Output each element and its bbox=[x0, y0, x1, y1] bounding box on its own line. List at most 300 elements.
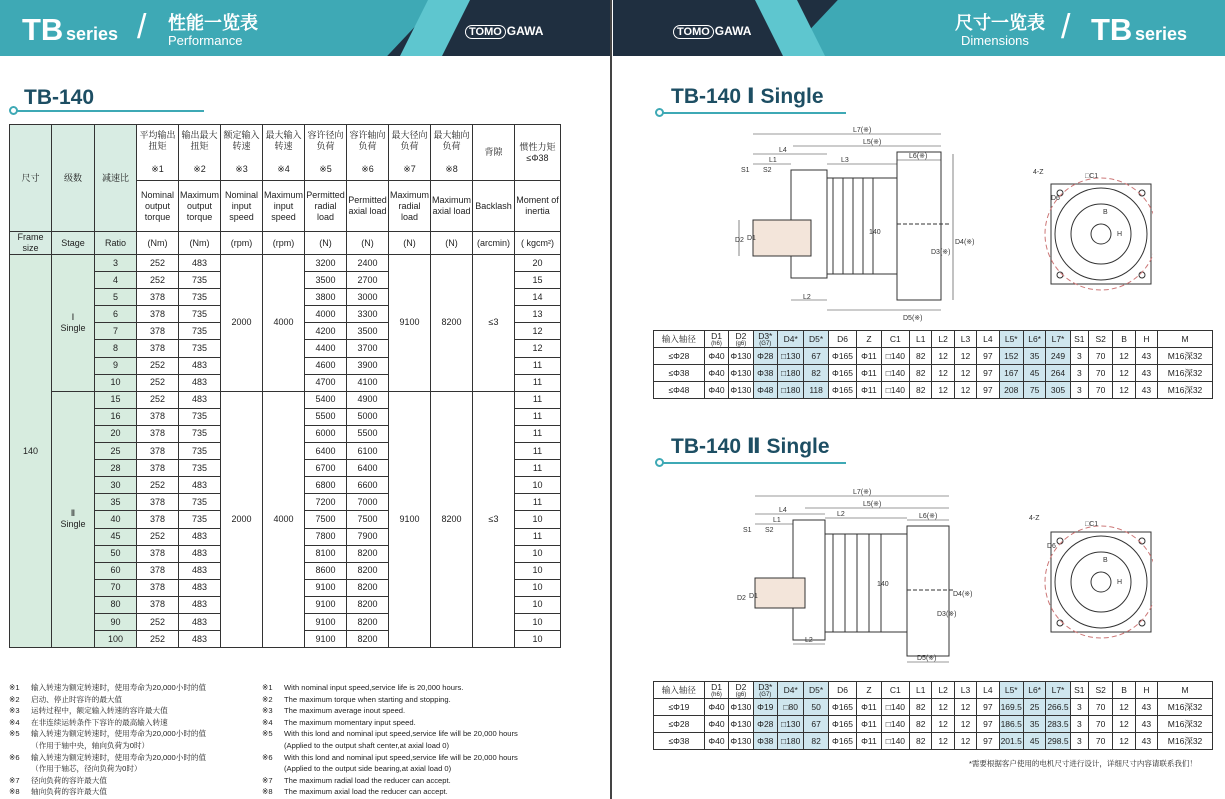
dim-cell: 12 bbox=[932, 716, 954, 733]
ratio-cell: 28 bbox=[95, 460, 137, 477]
inertia-cell: 11 bbox=[515, 494, 561, 511]
label-D3: D3(※) bbox=[931, 249, 951, 256]
dim-cell: □180 bbox=[777, 733, 803, 750]
unit: (N) bbox=[347, 232, 389, 255]
dim-cell: 298.5 bbox=[1046, 733, 1070, 750]
hdr-cn: 额定输入转速 ※3 bbox=[221, 125, 263, 181]
nominal-torque-cell: 378 bbox=[137, 494, 179, 511]
label-D3: D3(※) bbox=[937, 611, 957, 618]
ratio-cell: 10 bbox=[95, 374, 137, 391]
dim-cell: Φ19 bbox=[753, 699, 777, 716]
ratio-cell: 4 bbox=[95, 272, 137, 289]
radial-load-cell: 3800 bbox=[305, 289, 347, 306]
unit: (rpm) bbox=[221, 232, 263, 255]
section-title-2: TB-140 Ⅱ Single bbox=[671, 435, 830, 458]
max-torque-cell: 483 bbox=[179, 613, 221, 630]
dimensions-page bbox=[613, 0, 1225, 799]
ratio-cell: 90 bbox=[95, 613, 137, 630]
dim-cell: Φ130 bbox=[729, 733, 753, 750]
title-dot bbox=[9, 106, 18, 115]
dim-cell: 208 bbox=[999, 382, 1023, 399]
unit: (N) bbox=[389, 232, 431, 255]
dim-cell: 70 bbox=[1088, 699, 1112, 716]
left-banner bbox=[0, 0, 612, 56]
dim-cell: 70 bbox=[1088, 382, 1112, 399]
dim-header-cell: L3 bbox=[954, 331, 976, 348]
note-line bbox=[9, 775, 206, 787]
footnote: *需要根据客户使用的电机尺寸进行设计，详细尺寸内容请联系我们！ bbox=[969, 759, 1197, 768]
max-torque-cell: 735 bbox=[179, 306, 221, 323]
dim-row bbox=[654, 365, 1213, 382]
section-title-1: TB-140 Ⅰ Single bbox=[671, 85, 824, 108]
label-140: 140 bbox=[869, 229, 881, 236]
note-text: （作用于轴中央，轴向负荷为0时） bbox=[31, 740, 150, 750]
dim-cell: 305 bbox=[1046, 382, 1070, 399]
dim-header-cell: D6 bbox=[828, 331, 856, 348]
label-H: H bbox=[1117, 579, 1123, 586]
dim-cell: ≤Φ38 bbox=[654, 365, 705, 382]
dim-header-cell: M bbox=[1158, 331, 1213, 348]
note-line bbox=[262, 775, 518, 787]
dim-cell: 264 bbox=[1046, 365, 1070, 382]
max-torque-cell: 735 bbox=[179, 272, 221, 289]
ratio-cell: 9 bbox=[95, 357, 137, 374]
unit: ( kgcm²) bbox=[515, 232, 561, 255]
backlash-cell: ≤3 bbox=[473, 255, 515, 392]
axial-load-cell: 7000 bbox=[347, 494, 389, 511]
note-mark: ※5 bbox=[262, 729, 273, 739]
hdr-stage-cn: 级数 bbox=[52, 125, 95, 232]
hdr-en: Nominal input speed bbox=[221, 181, 263, 232]
radial-load-cell: 9100 bbox=[305, 631, 347, 648]
dim-cell: M16深32 bbox=[1158, 699, 1213, 716]
dim-cell: 82 bbox=[804, 733, 828, 750]
unit: (N) bbox=[305, 232, 347, 255]
radial-load-cell: 6800 bbox=[305, 477, 347, 494]
dim-cell: 266.5 bbox=[1046, 699, 1070, 716]
label-L2: L2 bbox=[805, 637, 813, 644]
radial-load-cell: 5400 bbox=[305, 391, 347, 408]
label-L4: L4 bbox=[779, 147, 787, 154]
radial-load-cell: 7500 bbox=[305, 511, 347, 528]
max-axial-cell: 8200 bbox=[431, 391, 473, 647]
max-torque-cell: 735 bbox=[179, 323, 221, 340]
label-B: B bbox=[1103, 557, 1108, 564]
note-text: With this lond and nominal iput speed,service life will be 20,000 hours bbox=[284, 729, 518, 739]
hdr-en: Permitted radial load bbox=[305, 181, 347, 232]
frame-size-cell: 140 bbox=[10, 255, 52, 648]
inertia-cell: 10 bbox=[515, 562, 561, 579]
dim-cell: □140 bbox=[881, 348, 909, 365]
ratio-cell: 40 bbox=[95, 511, 137, 528]
axial-load-cell: 5000 bbox=[347, 408, 389, 425]
note-line bbox=[9, 717, 206, 729]
dim-cell: 3 bbox=[1070, 699, 1088, 716]
radial-load-cell: 7800 bbox=[305, 528, 347, 545]
hdr-cn: 容许径向负荷 ※5 bbox=[305, 125, 347, 181]
ratio-cell: 6 bbox=[95, 306, 137, 323]
banner-cn-title: 性能一览表 bbox=[168, 13, 258, 33]
max-torque-cell: 483 bbox=[179, 255, 221, 272]
nominal-torque-cell: 252 bbox=[137, 477, 179, 494]
note-mark: ※8 bbox=[9, 787, 20, 797]
radial-load-cell: 9100 bbox=[305, 579, 347, 596]
dim-header-cell: B bbox=[1113, 331, 1135, 348]
nominal-torque-cell: 252 bbox=[137, 613, 179, 630]
dim-header-cell: L4 bbox=[977, 682, 999, 699]
note-text: 输入转速为额定转速时，使用寿命为20,000小时的值 bbox=[31, 752, 207, 762]
dim-header-cell: L6* bbox=[1023, 331, 1045, 348]
page-gutter bbox=[610, 0, 612, 799]
dim-row bbox=[654, 716, 1213, 733]
dim-header-cell: S1 bbox=[1070, 331, 1088, 348]
dim-header-cell: D1 (h6) bbox=[704, 682, 728, 699]
axial-load-cell: 7900 bbox=[347, 528, 389, 545]
dim-cell: ≤Φ38 bbox=[654, 733, 705, 750]
note-text: The maximum momentary input speed. bbox=[284, 717, 416, 727]
dim-cell: 118 bbox=[804, 382, 828, 399]
radial-load-cell: 5500 bbox=[305, 408, 347, 425]
inertia-cell: 11 bbox=[515, 460, 561, 477]
label-D4: D4(※) bbox=[953, 591, 973, 598]
drawing-stage1 bbox=[733, 124, 1153, 324]
dim-cell: 12 bbox=[932, 348, 954, 365]
ratio-cell: 30 bbox=[95, 477, 137, 494]
label-L7: L7(※) bbox=[853, 127, 872, 134]
label-C1: □C1 bbox=[1085, 521, 1099, 528]
dim-cell: Φ165 bbox=[828, 733, 856, 750]
dim-cell: 25 bbox=[1023, 699, 1045, 716]
max-torque-cell: 483 bbox=[179, 562, 221, 579]
radial-load-cell: 4000 bbox=[305, 306, 347, 323]
dim-row bbox=[654, 733, 1213, 750]
inertia-cell: 12 bbox=[515, 323, 561, 340]
inertia-cell: 12 bbox=[515, 340, 561, 357]
dim-cell: 3 bbox=[1070, 348, 1088, 365]
dim-header-cell: D6 bbox=[828, 682, 856, 699]
dim-cell: 82 bbox=[910, 733, 932, 750]
note-text: （作用于轴芯，径向负荷为0时） bbox=[31, 764, 142, 774]
max-speed-cell: 4000 bbox=[263, 255, 305, 392]
max-torque-cell: 483 bbox=[179, 579, 221, 596]
dim-cell: □140 bbox=[881, 733, 909, 750]
dim-cell: 3 bbox=[1070, 733, 1088, 750]
max-torque-cell: 735 bbox=[179, 511, 221, 528]
dim-header-cell: D2 (g6) bbox=[729, 682, 753, 699]
label-D1: D1 bbox=[749, 593, 758, 600]
dim-cell: 97 bbox=[977, 716, 999, 733]
note-mark: ※3 bbox=[9, 706, 20, 716]
radial-load-cell: 3500 bbox=[305, 272, 347, 289]
note-text: 输入转速为额定转速时，使用寿命为20,000小时的值 bbox=[31, 729, 207, 739]
note-line bbox=[262, 728, 518, 740]
max-torque-cell: 483 bbox=[179, 391, 221, 408]
dim-cell: Φ40 bbox=[704, 348, 728, 365]
dim-cell: □140 bbox=[881, 365, 909, 382]
radial-load-cell: 9100 bbox=[305, 596, 347, 613]
note-text: (Applied to the output side bearing,at axial load 0) bbox=[284, 764, 452, 774]
note-mark: ※5 bbox=[9, 729, 20, 739]
max-torque-cell: 483 bbox=[179, 545, 221, 562]
dim-cell: Φ40 bbox=[704, 365, 728, 382]
dim-cell: Φ11 bbox=[857, 716, 881, 733]
dim-cell: 12 bbox=[932, 733, 954, 750]
dim-cell: 12 bbox=[954, 733, 976, 750]
dim-cell: M16深32 bbox=[1158, 382, 1213, 399]
dim-cell: 12 bbox=[932, 699, 954, 716]
ratio-cell: 7 bbox=[95, 323, 137, 340]
dim-cell: Φ40 bbox=[704, 733, 728, 750]
title-underline bbox=[14, 110, 204, 112]
axial-load-cell: 3300 bbox=[347, 306, 389, 323]
label-D4: D4(※) bbox=[955, 239, 975, 246]
dim-cell: 167 bbox=[999, 365, 1023, 382]
label-L1: L1 bbox=[773, 517, 781, 524]
dim-cell: 12 bbox=[954, 716, 976, 733]
label-140: 140 bbox=[877, 581, 889, 588]
radial-load-cell: 7200 bbox=[305, 494, 347, 511]
dim-cell: Φ130 bbox=[729, 716, 753, 733]
unit: (arcmin) bbox=[473, 232, 515, 255]
label-L6: L6(※) bbox=[919, 513, 938, 520]
nominal-torque-cell: 378 bbox=[137, 579, 179, 596]
note-line bbox=[262, 763, 518, 775]
dim-cell: 283.5 bbox=[1046, 716, 1070, 733]
dim-cell: 12 bbox=[954, 348, 976, 365]
title-underline-2 bbox=[661, 462, 846, 464]
dim-cell: 70 bbox=[1088, 716, 1112, 733]
nominal-torque-cell: 252 bbox=[137, 272, 179, 289]
dim-cell: 43 bbox=[1135, 716, 1157, 733]
stage-cell: Ⅰ Single bbox=[52, 255, 95, 392]
ratio-cell: 70 bbox=[95, 579, 137, 596]
dim-cell: M16深32 bbox=[1158, 733, 1213, 750]
radial-load-cell: 8600 bbox=[305, 562, 347, 579]
dim-cell: M16深32 bbox=[1158, 348, 1213, 365]
label-D2: D2 bbox=[737, 595, 746, 602]
hdr-frame-cn: 尺寸 bbox=[10, 125, 52, 232]
note-mark: ※4 bbox=[262, 717, 273, 727]
dim-header-row bbox=[654, 682, 1213, 699]
dim-cell: 75 bbox=[1023, 382, 1045, 399]
dim-header-cell: L4 bbox=[977, 331, 999, 348]
inertia-cell: 10 bbox=[515, 631, 561, 648]
dim-cell: 3 bbox=[1070, 365, 1088, 382]
axial-load-cell: 2400 bbox=[347, 255, 389, 272]
axial-load-cell: 8200 bbox=[347, 613, 389, 630]
dimension-table-1 bbox=[653, 330, 1213, 399]
dim-header-cell: L5* bbox=[999, 331, 1023, 348]
dim-header-cell: S1 bbox=[1070, 682, 1088, 699]
stage-cell: Ⅱ Single bbox=[52, 391, 95, 647]
dim-cell: Φ165 bbox=[828, 716, 856, 733]
units-row bbox=[10, 232, 561, 255]
axial-load-cell: 8200 bbox=[347, 596, 389, 613]
radial-load-cell: 6700 bbox=[305, 460, 347, 477]
dim-cell: 97 bbox=[977, 382, 999, 399]
dim-cell: 12 bbox=[954, 365, 976, 382]
axial-load-cell: 4900 bbox=[347, 391, 389, 408]
dim-cell: Φ130 bbox=[729, 365, 753, 382]
label-Z: 4-Z bbox=[1033, 169, 1044, 176]
dim-cell: 70 bbox=[1088, 365, 1112, 382]
max-torque-cell: 483 bbox=[179, 528, 221, 545]
ratio-cell: 3 bbox=[95, 255, 137, 272]
dim-cell: 186.5 bbox=[999, 716, 1023, 733]
label-L1: L1 bbox=[769, 157, 777, 164]
axial-load-cell: 6100 bbox=[347, 443, 389, 460]
inertia-cell: 11 bbox=[515, 408, 561, 425]
banner-tb: TB bbox=[22, 12, 64, 47]
dim-cell: Φ11 bbox=[857, 699, 881, 716]
inertia-cell: 11 bbox=[515, 357, 561, 374]
note-text: 启动、停止时容许的最大值 bbox=[31, 694, 123, 704]
dim-header-cell: B bbox=[1113, 682, 1135, 699]
hdr-cn: 平均输出扭矩 ※1 bbox=[137, 125, 179, 181]
dim-cell: 45 bbox=[1023, 365, 1045, 382]
dim-cell: 43 bbox=[1135, 348, 1157, 365]
tomogawa-logo: TOMO GAWA bbox=[465, 24, 543, 39]
unit: (rpm) bbox=[263, 232, 305, 255]
hdr-en: Maximum input speed bbox=[263, 181, 305, 232]
dim-header-cell: C1 bbox=[881, 682, 909, 699]
table-row bbox=[10, 391, 561, 408]
dim-row bbox=[654, 348, 1213, 365]
note-line bbox=[262, 694, 518, 706]
nominal-torque-cell: 378 bbox=[137, 545, 179, 562]
note-line bbox=[262, 752, 518, 764]
dim-cell: 43 bbox=[1135, 365, 1157, 382]
label-L3: L3 bbox=[841, 157, 849, 164]
max-torque-cell: 735 bbox=[179, 460, 221, 477]
nominal-torque-cell: 378 bbox=[137, 425, 179, 442]
axial-load-cell: 7500 bbox=[347, 511, 389, 528]
axial-load-cell: 6400 bbox=[347, 460, 389, 477]
dim-header-cell: M bbox=[1158, 682, 1213, 699]
hdr-inertia-cn: 惯性力矩≤Φ38 bbox=[515, 125, 561, 181]
note-text: 径向负荷的容许最大值 bbox=[31, 775, 107, 785]
dim-header-cell: L6* bbox=[1023, 682, 1045, 699]
dim-header-cell: H bbox=[1135, 682, 1157, 699]
dim-cell: 12 bbox=[932, 365, 954, 382]
dim-cell: Φ40 bbox=[704, 699, 728, 716]
hdr-frame-en: Frame size bbox=[10, 232, 52, 255]
note-mark: ※1 bbox=[262, 683, 273, 692]
note-mark: ※3 bbox=[262, 706, 273, 716]
max-torque-cell: 483 bbox=[179, 357, 221, 374]
ratio-cell: 8 bbox=[95, 340, 137, 357]
axial-load-cell: 8200 bbox=[347, 631, 389, 648]
banner-cn-title: 尺寸一览表 bbox=[955, 13, 1045, 33]
max-torque-cell: 483 bbox=[179, 631, 221, 648]
ratio-cell: 20 bbox=[95, 425, 137, 442]
banner-series: series bbox=[66, 24, 119, 44]
inertia-cell: 20 bbox=[515, 255, 561, 272]
max-torque-cell: 483 bbox=[179, 477, 221, 494]
nominal-torque-cell: 252 bbox=[137, 374, 179, 391]
nominal-torque-cell: 252 bbox=[137, 391, 179, 408]
note-text: The maximum torque when starting and stopping. bbox=[284, 694, 451, 704]
note-mark: ※6 bbox=[262, 752, 273, 762]
dimension-table-2 bbox=[653, 681, 1213, 750]
max-torque-cell: 483 bbox=[179, 374, 221, 391]
dim-header-cell: L3 bbox=[954, 682, 976, 699]
banner-en-title: Dimensions bbox=[961, 33, 1029, 48]
hdr-cn: 最大轴向负荷 ※8 bbox=[431, 125, 473, 181]
note-text: With this lond and nominal iput speed,service life will be 20,000 hours bbox=[284, 752, 518, 762]
hdr-ratio-en: Ratio bbox=[95, 232, 137, 255]
max-torque-cell: 483 bbox=[179, 596, 221, 613]
nominal-torque-cell: 378 bbox=[137, 562, 179, 579]
radial-load-cell: 8100 bbox=[305, 545, 347, 562]
dim-cell: Φ28 bbox=[753, 348, 777, 365]
table-row bbox=[10, 255, 561, 272]
hdr-en: Permitted axial load bbox=[347, 181, 389, 232]
nominal-torque-cell: 252 bbox=[137, 528, 179, 545]
dim-row bbox=[654, 382, 1213, 399]
dim-cell: 43 bbox=[1135, 733, 1157, 750]
nominal-speed-cell: 2000 bbox=[221, 255, 263, 392]
dim-header-cell: D2 (g6) bbox=[729, 331, 753, 348]
ratio-cell: 80 bbox=[95, 596, 137, 613]
ratio-cell: 60 bbox=[95, 562, 137, 579]
dim-cell: 152 bbox=[999, 348, 1023, 365]
nominal-torque-cell: 252 bbox=[137, 255, 179, 272]
dim-cell: □180 bbox=[777, 365, 803, 382]
label-S1: S1 bbox=[743, 527, 752, 534]
nominal-torque-cell: 378 bbox=[137, 443, 179, 460]
drawing-stage2 bbox=[733, 486, 1153, 676]
label-B: B bbox=[1103, 209, 1108, 216]
dim-header-cell: S2 bbox=[1088, 682, 1112, 699]
dim-header-cell: D3* (G7) bbox=[753, 331, 777, 348]
hdr-cn: 输出最大扭矩 ※2 bbox=[179, 125, 221, 181]
max-torque-cell: 735 bbox=[179, 340, 221, 357]
dim-cell: Φ48 bbox=[753, 382, 777, 399]
label-D2: D2 bbox=[735, 237, 744, 244]
label-H: H bbox=[1117, 231, 1123, 238]
note-mark: ※2 bbox=[9, 694, 20, 704]
axial-load-cell: 8200 bbox=[347, 545, 389, 562]
note-mark: ※8 bbox=[262, 787, 273, 797]
label-D6: D6 bbox=[1051, 195, 1060, 202]
dim-cell: Φ38 bbox=[753, 365, 777, 382]
axial-load-cell: 3700 bbox=[347, 340, 389, 357]
max-torque-cell: 735 bbox=[179, 425, 221, 442]
banner-series: series bbox=[1135, 24, 1188, 44]
inertia-cell: 10 bbox=[515, 596, 561, 613]
label-L2: L2 bbox=[803, 294, 811, 301]
note-mark: ※7 bbox=[9, 775, 20, 785]
dim-cell: M16深32 bbox=[1158, 365, 1213, 382]
note-line bbox=[262, 705, 518, 717]
inertia-cell: 14 bbox=[515, 289, 561, 306]
dim-header-cell: C1 bbox=[881, 331, 909, 348]
dim-cell: 12 bbox=[1113, 365, 1135, 382]
ratio-cell: 25 bbox=[95, 443, 137, 460]
ratio-cell: 100 bbox=[95, 631, 137, 648]
dim-cell: 97 bbox=[977, 699, 999, 716]
label-S2: S2 bbox=[765, 527, 774, 534]
dim-header-cell: S2 bbox=[1088, 331, 1112, 348]
dim-cell: 82 bbox=[910, 365, 932, 382]
note-line bbox=[262, 740, 518, 752]
dim-cell: 82 bbox=[910, 348, 932, 365]
note-line bbox=[9, 694, 206, 706]
inertia-cell: 10 bbox=[515, 477, 561, 494]
axial-load-cell: 3500 bbox=[347, 323, 389, 340]
max-radial-cell: 9100 bbox=[389, 391, 431, 647]
